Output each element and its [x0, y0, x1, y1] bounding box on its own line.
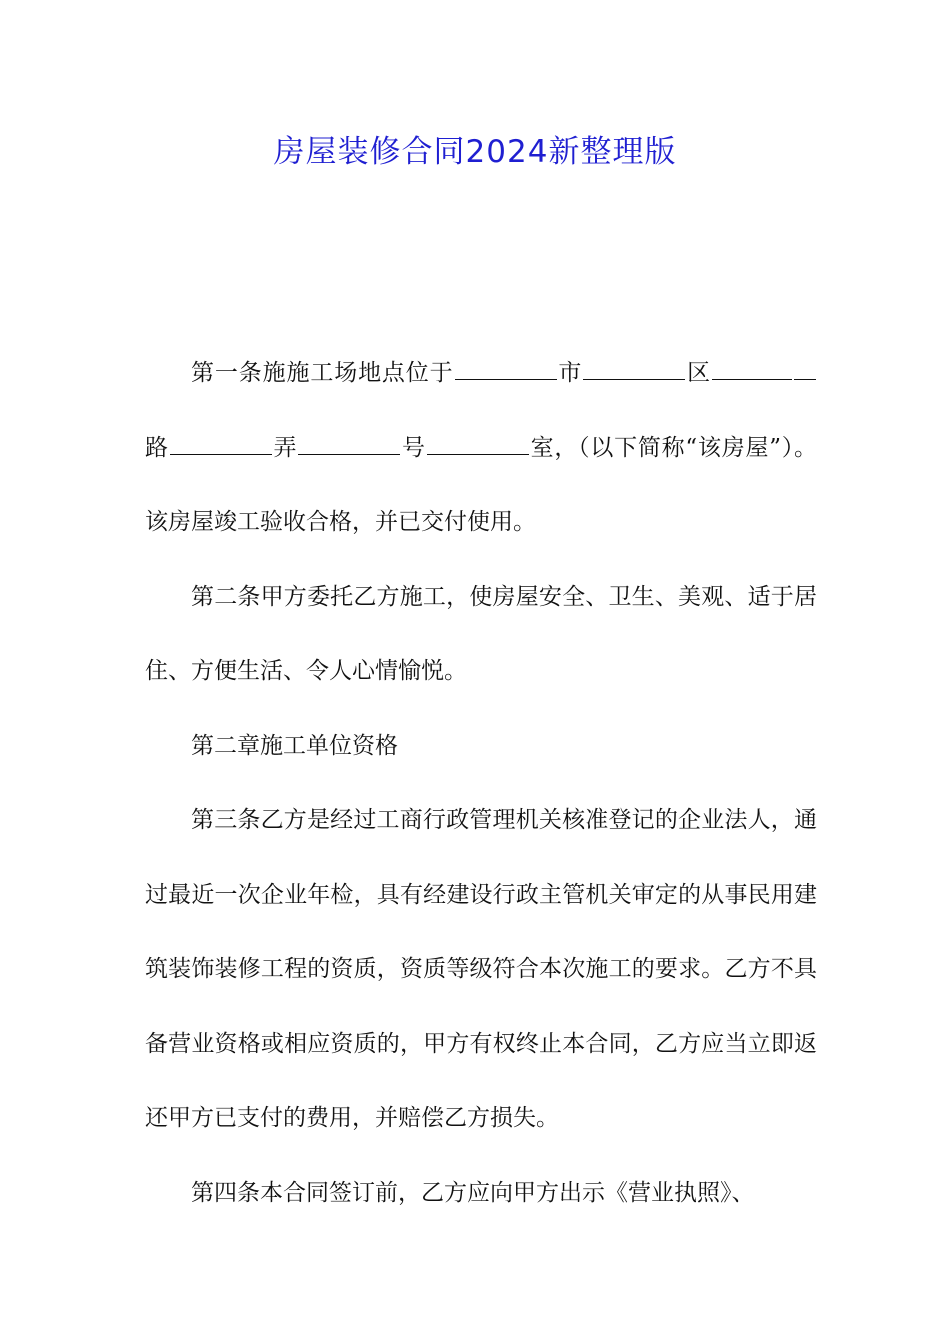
blank-road-b — [794, 359, 816, 380]
article-1-lead: 第一条施施工场地点位于 — [191, 360, 454, 386]
blank-road-a — [712, 359, 792, 380]
article-1-road: 路 — [145, 434, 169, 461]
contract-body — [145, 336, 817, 1230]
article-2: 第二条甲方委托乙方施工，使房屋安全、卫生、美观、适于居住、方便生活、令人心情愉悦。 — [145, 583, 817, 684]
article-1 — [145, 336, 817, 560]
article-1-district: 区 — [686, 360, 712, 386]
article-4: 第四条本合同签订前，乙方应向甲方出示《营业执照》、 — [191, 1179, 755, 1206]
article-1-city: 市 — [557, 360, 583, 386]
article-1-number: 号 — [401, 434, 426, 461]
blank-number — [298, 434, 400, 455]
document-title: 房屋装修合同2024新整理版 — [273, 134, 677, 170]
article-3: 第三条乙方是经过工商行政管理机关核准登记的企业法人，通过最近一次企业年检，具有经建设行政主管机关审定的从事民用建筑装饰装修工程的资质，资质等级符合本次施工的要求。乙方不具备营业资格或相应资质的，甲方有权终止本合同，乙方应当立即返还甲方已支付的费用，并赔偿乙方损失。 — [145, 807, 817, 1131]
article-1-room: 室 — [529, 434, 555, 461]
blank-district — [583, 359, 685, 380]
blank-room — [427, 434, 529, 455]
blank-lane — [170, 434, 272, 455]
chapter-2-heading: 第二章施工单位资格 — [191, 732, 398, 759]
article-1-tail: ，（以下简称“该房屋”）。该房屋竣工验收合格，并已交付使用。 — [145, 434, 818, 535]
blank-city — [455, 359, 557, 380]
article-1-lane: 弄 — [272, 434, 298, 461]
